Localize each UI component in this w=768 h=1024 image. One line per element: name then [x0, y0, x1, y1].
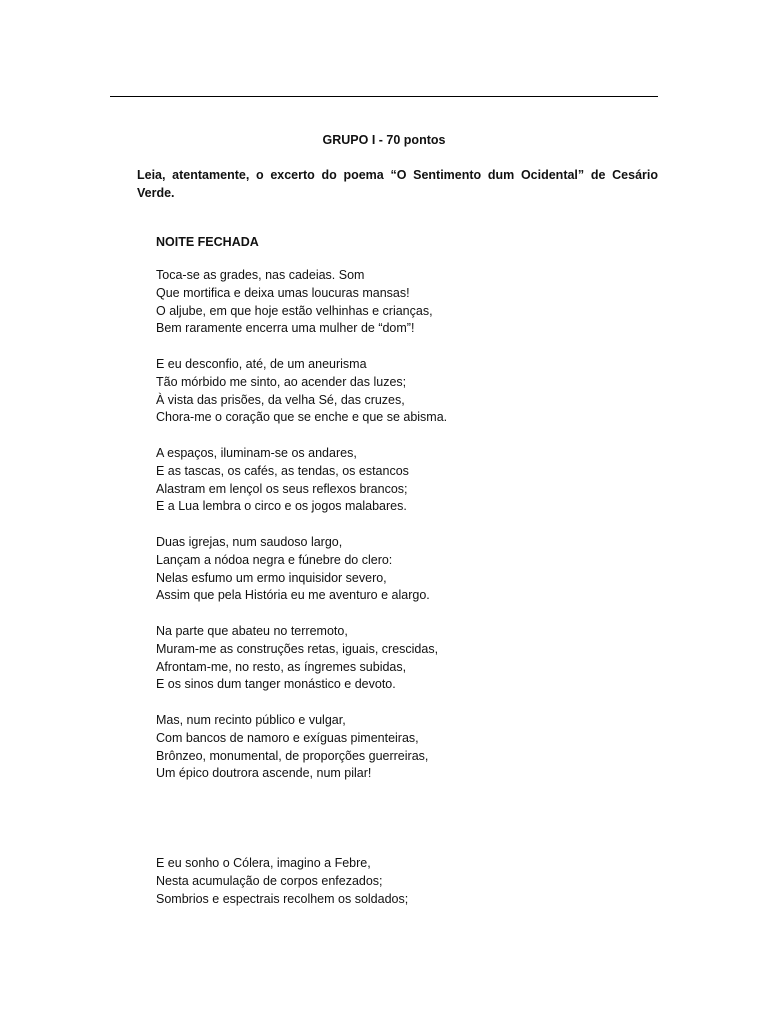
poem-line: O aljube, em que hoje estão velhinhas e crianças, [156, 303, 433, 318]
poem-line: E eu desconfio, até, de um aneurisma [156, 357, 367, 371]
poem-line: E eu sonho o Cólera, imagino a Febre, [156, 856, 371, 870]
poem-line: Brônzeo, monumental, de proporções guerreiras, [156, 748, 429, 763]
stanza-7 [156, 855, 636, 908]
poem-line: Sombrios e espectrais recolhem os soldados; [156, 891, 409, 906]
instructions-text: Leia, atentamente, o excerto do poema “O Sentimento dum Ocidental” de Cesário Verde. [137, 168, 658, 200]
poem-line: Na parte que abateu no terremoto, [156, 624, 348, 638]
poem-line: Afrontam-me, no resto, as íngremes subidas, [156, 659, 407, 674]
section-heading: GRUPO I - 70 pontos [322, 133, 446, 147]
poem-line: Tão mórbido me sinto, ao acender das luzes; [156, 374, 407, 389]
poem-line: Bem raramente encerra uma mulher de “dom”! [156, 321, 415, 336]
poem-title: NOITE FECHADA [156, 235, 259, 249]
stanza-3 [156, 445, 636, 516]
poem-line: E os sinos dum tanger monástico e devoto. [156, 677, 396, 692]
poem-line: Muram-me as construções retas, iguais, crescidas, [156, 641, 439, 656]
header-rule [110, 96, 658, 97]
poem-line: Nesta acumulação de corpos enfezados; [156, 873, 383, 888]
poem-line: Nelas esfumo um ermo inquisidor severo, [156, 570, 387, 585]
poem-line: Com bancos de namoro e exíguas pimenteiras, [156, 730, 419, 745]
poem-line: Duas igrejas, num saudoso largo, [156, 535, 343, 549]
poem-line: Lançam a nódoa negra e fúnebre do clero: [156, 552, 393, 567]
stanza-6 [156, 712, 636, 783]
poem-line: Chora-me o coração que se enche e que se abisma. [156, 410, 448, 425]
stanza-2 [156, 356, 636, 427]
poem-line: À vista das prisões, da velha Sé, das cruzes, [156, 392, 405, 407]
poem-line: E a Lua lembra o circo e os jogos malabares. [156, 499, 407, 514]
poem-line: E as tascas, os cafés, as tendas, os estancos [156, 463, 409, 478]
poem-line: Alastram em lençol os seus reflexos brancos; [156, 481, 408, 496]
poem-line: A espaços, iluminam-se os andares, [156, 446, 357, 460]
stanza-5 [156, 623, 636, 694]
poem-line: Toca-se as grades, nas cadeias. Som [156, 268, 365, 282]
stanza-4 [156, 534, 636, 605]
poem-line: Mas, num recinto público e vulgar, [156, 713, 346, 727]
poem-line: Um épico doutrora ascende, num pilar! [156, 766, 372, 781]
stanza-1 [156, 267, 636, 338]
poem-line: Assim que pela História eu me aventuro e alargo. [156, 588, 430, 603]
poem-line: Que mortifica e deixa umas loucuras mansas! [156, 285, 410, 300]
